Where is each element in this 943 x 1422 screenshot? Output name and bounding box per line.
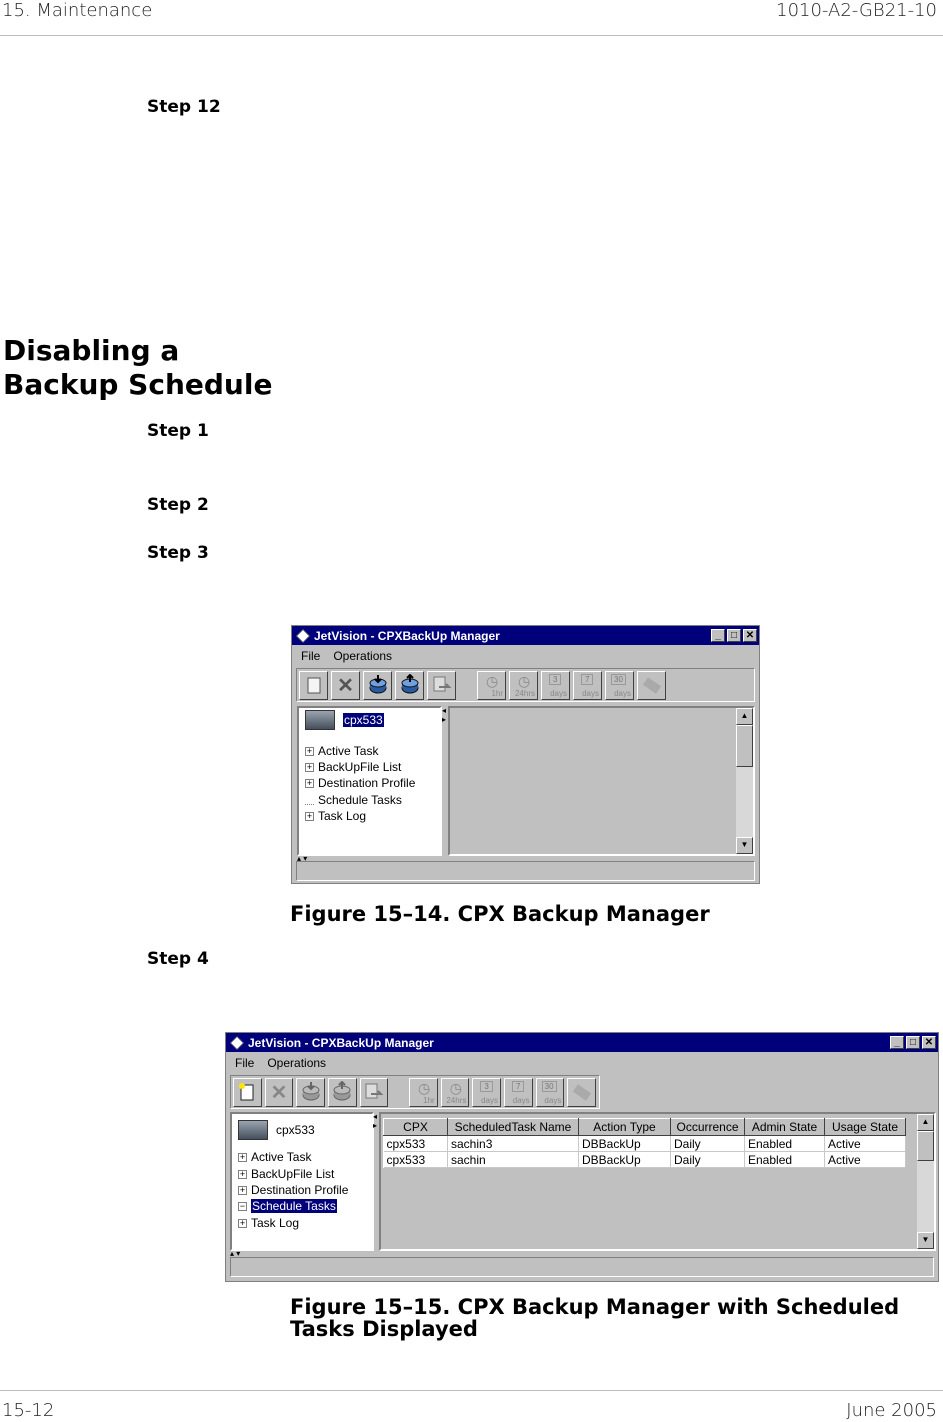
tree-item-active-task[interactable] <box>305 743 378 759</box>
new-task-button[interactable] <box>299 671 328 700</box>
days-label: days <box>550 688 567 698</box>
expand-icon: + <box>306 810 313 821</box>
tree-item-destination-profile[interactable] <box>238 1182 348 1198</box>
calendar-icon: 3 <box>549 674 561 685</box>
splitter-arrows[interactable]: ◂ ▸ <box>373 1112 378 1130</box>
days-label: days <box>544 1095 562 1105</box>
navigation-tree <box>230 1112 374 1251</box>
server-icon <box>305 710 335 730</box>
table-row[interactable] <box>384 1152 906 1168</box>
running-header-right: 1010-A2-GB21-10 <box>776 0 937 21</box>
restore-button[interactable] <box>395 671 424 700</box>
backup-button[interactable] <box>296 1078 325 1107</box>
database-download-icon <box>367 674 389 696</box>
cell-task-name: sachin3 <box>448 1136 579 1152</box>
tree-item-backup-file-list[interactable] <box>238 1166 334 1182</box>
tree-item-label: Active Task <box>318 744 379 758</box>
clock-icon: ◷ <box>518 672 531 689</box>
clock-icon: ◷ <box>449 1079 462 1096</box>
scroll-up-icon[interactable]: ▲ <box>736 708 753 725</box>
calendar-icon: 30 <box>542 1081 557 1092</box>
step-3-label: Step 3 <box>147 543 209 563</box>
toolbar <box>296 668 755 702</box>
delete-x-icon: ✕ <box>270 1081 288 1104</box>
tree-item-backup-file-list[interactable] <box>305 759 401 775</box>
expand-icon: + <box>239 1184 246 1195</box>
menu-bar <box>292 646 759 666</box>
tree-item-schedule-tasks[interactable] <box>305 792 402 808</box>
maximize-button[interactable]: □ <box>906 1036 920 1049</box>
cell-cpx: cpx533 <box>384 1152 448 1168</box>
calendar-icon: 30 <box>611 674 626 685</box>
step-1-label: Step 1 <box>147 421 209 441</box>
scroll-down-icon[interactable]: ▼ <box>736 837 753 854</box>
title-bar <box>292 626 759 645</box>
filter-24hrs-button[interactable] <box>509 671 538 700</box>
restore-button[interactable] <box>328 1078 357 1107</box>
menu-bar <box>226 1053 938 1073</box>
title-bar <box>226 1033 938 1052</box>
tree-item-label: BackUpFile List <box>251 1167 335 1181</box>
column-header-task-name[interactable]: ScheduledTask Name <box>448 1119 579 1136</box>
tree-item-label: Task Log <box>318 809 367 823</box>
vertical-scrollbar[interactable] <box>917 1114 934 1249</box>
clock-icon: ◷ <box>418 1079 431 1096</box>
filter-30days-button[interactable] <box>536 1078 565 1107</box>
file-transfer-icon <box>363 1082 385 1102</box>
navigation-tree <box>297 706 442 856</box>
splitter-arrows-bottom[interactable]: ▴ ▾ <box>230 1249 241 1258</box>
days-label: days <box>512 1095 530 1105</box>
new-document-icon <box>305 675 323 695</box>
status-bar <box>230 1257 934 1277</box>
delete-x-icon: ✕ <box>337 674 354 697</box>
section-heading <box>3 334 272 402</box>
database-upload-icon <box>399 674 421 696</box>
new-task-button[interactable] <box>233 1078 262 1107</box>
filter-7days-button[interactable] <box>504 1078 533 1107</box>
cell-action-type: DBBackUp <box>579 1152 671 1168</box>
column-header-action-type[interactable]: Action Type <box>579 1119 671 1136</box>
minimize-button[interactable]: _ <box>890 1036 904 1049</box>
minimize-button[interactable]: _ <box>711 629 725 642</box>
content-pane <box>379 1112 936 1251</box>
tree-item-label: Destination Profile <box>318 776 416 790</box>
column-header-occurrence[interactable]: Occurrence <box>671 1119 745 1136</box>
splitter-arrows-bottom[interactable]: ▴ ▾ <box>297 854 308 863</box>
step-2-label: Step 2 <box>147 495 209 515</box>
table-row[interactable] <box>384 1136 906 1152</box>
clear-button[interactable] <box>637 671 666 700</box>
eraser-icon <box>642 677 660 694</box>
page-number: 15-12 <box>2 1400 55 1421</box>
days-label: days <box>582 688 599 698</box>
scroll-thumb[interactable] <box>917 1131 934 1161</box>
transfer-button[interactable] <box>360 1078 389 1107</box>
menu-operations[interactable]: Operations <box>333 649 393 663</box>
section-heading-line-1: Disabling a <box>3 334 180 367</box>
menu-file[interactable]: File <box>301 649 321 663</box>
cell-occurrence: Daily <box>671 1152 745 1168</box>
tree-item-task-log[interactable] <box>305 808 366 824</box>
content-pane <box>448 706 755 856</box>
filter-3days-button[interactable] <box>541 671 570 700</box>
expand-icon: + <box>239 1217 246 1228</box>
calendar-icon: 7 <box>512 1081 524 1092</box>
figure-15-15-caption-line-2: Tasks Displayed <box>290 1317 478 1341</box>
jetvision-app-icon <box>230 1036 244 1050</box>
calendar-icon: 7 <box>581 674 593 685</box>
tree-item-active-task[interactable] <box>238 1149 311 1165</box>
expand-icon: + <box>306 761 313 772</box>
scroll-down-icon[interactable]: ▼ <box>917 1232 934 1249</box>
days-label: days <box>614 688 631 698</box>
filter-24hrs-button[interactable] <box>441 1078 470 1107</box>
scheduled-tasks-table <box>383 1118 906 1168</box>
section-heading-line-2: Backup Schedule <box>3 368 273 401</box>
close-button[interactable]: ✕ <box>922 1036 936 1049</box>
window-title: JetVision - CPXBackUp Manager <box>314 628 500 643</box>
expand-icon: + <box>239 1168 246 1179</box>
column-header-usage-state[interactable]: Usage State <box>825 1119 906 1136</box>
cell-admin-state: Enabled <box>745 1136 825 1152</box>
backup-manager-window-2 <box>225 1032 939 1282</box>
figure-15-15-caption <box>290 1296 899 1340</box>
tree-item-label: Active Task <box>251 1150 312 1164</box>
cell-usage-state: Active <box>825 1136 906 1152</box>
tree-item-label: BackUpFile List <box>318 760 402 774</box>
cell-admin-state: Enabled <box>745 1152 825 1168</box>
file-transfer-icon <box>431 675 453 695</box>
header-rule <box>0 35 943 36</box>
tree-item-label: Destination Profile <box>251 1183 349 1197</box>
days-label: days <box>481 1095 499 1105</box>
expand-icon: + <box>306 777 313 788</box>
filter-1hr-button[interactable] <box>477 671 506 700</box>
tree-root-label: cpx533 <box>276 1123 315 1137</box>
menu-operations[interactable]: Operations <box>267 1056 327 1070</box>
tree-item-task-log[interactable] <box>238 1215 299 1231</box>
delete-button[interactable] <box>265 1078 294 1107</box>
tree-item-label: Task Log <box>251 1216 300 1230</box>
clock-icon: ◷ <box>486 672 499 689</box>
filter-1hr-button[interactable] <box>409 1078 438 1107</box>
collapse-icon: − <box>239 1200 246 1211</box>
column-header-admin-state[interactable]: Admin State <box>745 1119 825 1136</box>
tree-item-destination-profile[interactable] <box>305 775 415 791</box>
menu-file[interactable]: File <box>235 1056 255 1070</box>
clear-button[interactable] <box>567 1078 596 1107</box>
database-download-icon <box>300 1081 322 1103</box>
calendar-icon: 3 <box>480 1081 492 1092</box>
tree-item-label: Schedule Tasks <box>318 793 402 807</box>
tree-root[interactable] <box>238 1122 315 1138</box>
splitter-arrows[interactable]: ◂ ▸ <box>442 706 447 724</box>
transfer-button[interactable] <box>427 671 456 700</box>
server-icon <box>238 1120 268 1140</box>
new-document-icon <box>238 1082 256 1102</box>
1hr-label: 1hr <box>423 1095 435 1105</box>
expand-icon: + <box>306 745 313 756</box>
toolbar <box>230 1075 600 1109</box>
filter-3days-button[interactable] <box>472 1078 501 1107</box>
eraser-icon <box>573 1084 591 1101</box>
figure-15-14-caption: Figure 15–14. CPX Backup Manager <box>290 902 710 926</box>
1hr-label: 1hr <box>491 688 503 698</box>
delete-button[interactable] <box>331 671 360 700</box>
cell-occurrence: Daily <box>671 1136 745 1152</box>
24hrs-label: 24hrs <box>446 1095 467 1105</box>
scroll-up-icon[interactable]: ▲ <box>917 1114 934 1131</box>
maximize-button[interactable]: □ <box>727 629 741 642</box>
cell-action-type: DBBackUp <box>579 1136 671 1152</box>
tree-root-label: cpx533 <box>344 713 383 727</box>
publication-date: June 2005 <box>846 1400 937 1421</box>
step-12-label: Step 12 <box>147 97 221 117</box>
vertical-scrollbar[interactable] <box>736 708 753 854</box>
cell-usage-state: Active <box>825 1152 906 1168</box>
running-header-left: 15. Maintenance <box>2 0 153 21</box>
expand-icon: + <box>239 1151 246 1162</box>
24hrs-label: 24hrs <box>514 688 535 698</box>
backup-button[interactable] <box>363 671 392 700</box>
window-title: JetVision - CPXBackUp Manager <box>248 1035 434 1050</box>
figure-15-15-caption-line-1: Figure 15–15. CPX Backup Manager with Scheduled <box>290 1295 900 1319</box>
cell-task-name: sachin <box>448 1152 579 1168</box>
column-header-cpx[interactable]: CPX <box>384 1119 448 1136</box>
footer-rule <box>0 1390 943 1391</box>
step-4-label: Step 4 <box>147 949 209 969</box>
filter-7days-button[interactable] <box>573 671 602 700</box>
backup-manager-window-1 <box>291 625 760 884</box>
close-button[interactable]: ✕ <box>743 629 757 642</box>
status-bar <box>296 861 755 881</box>
filter-30days-button[interactable] <box>605 671 634 700</box>
table-header-row <box>384 1119 906 1136</box>
tree-root[interactable] <box>305 712 384 728</box>
tree-item-label: Schedule Tasks <box>252 1199 336 1213</box>
tree-item-schedule-tasks[interactable] <box>238 1198 337 1214</box>
cell-cpx: cpx533 <box>384 1136 448 1152</box>
jetvision-app-icon <box>296 629 310 643</box>
database-upload-icon <box>331 1081 353 1103</box>
tree-leaf-connector <box>305 796 314 805</box>
scroll-thumb[interactable] <box>736 725 753 767</box>
